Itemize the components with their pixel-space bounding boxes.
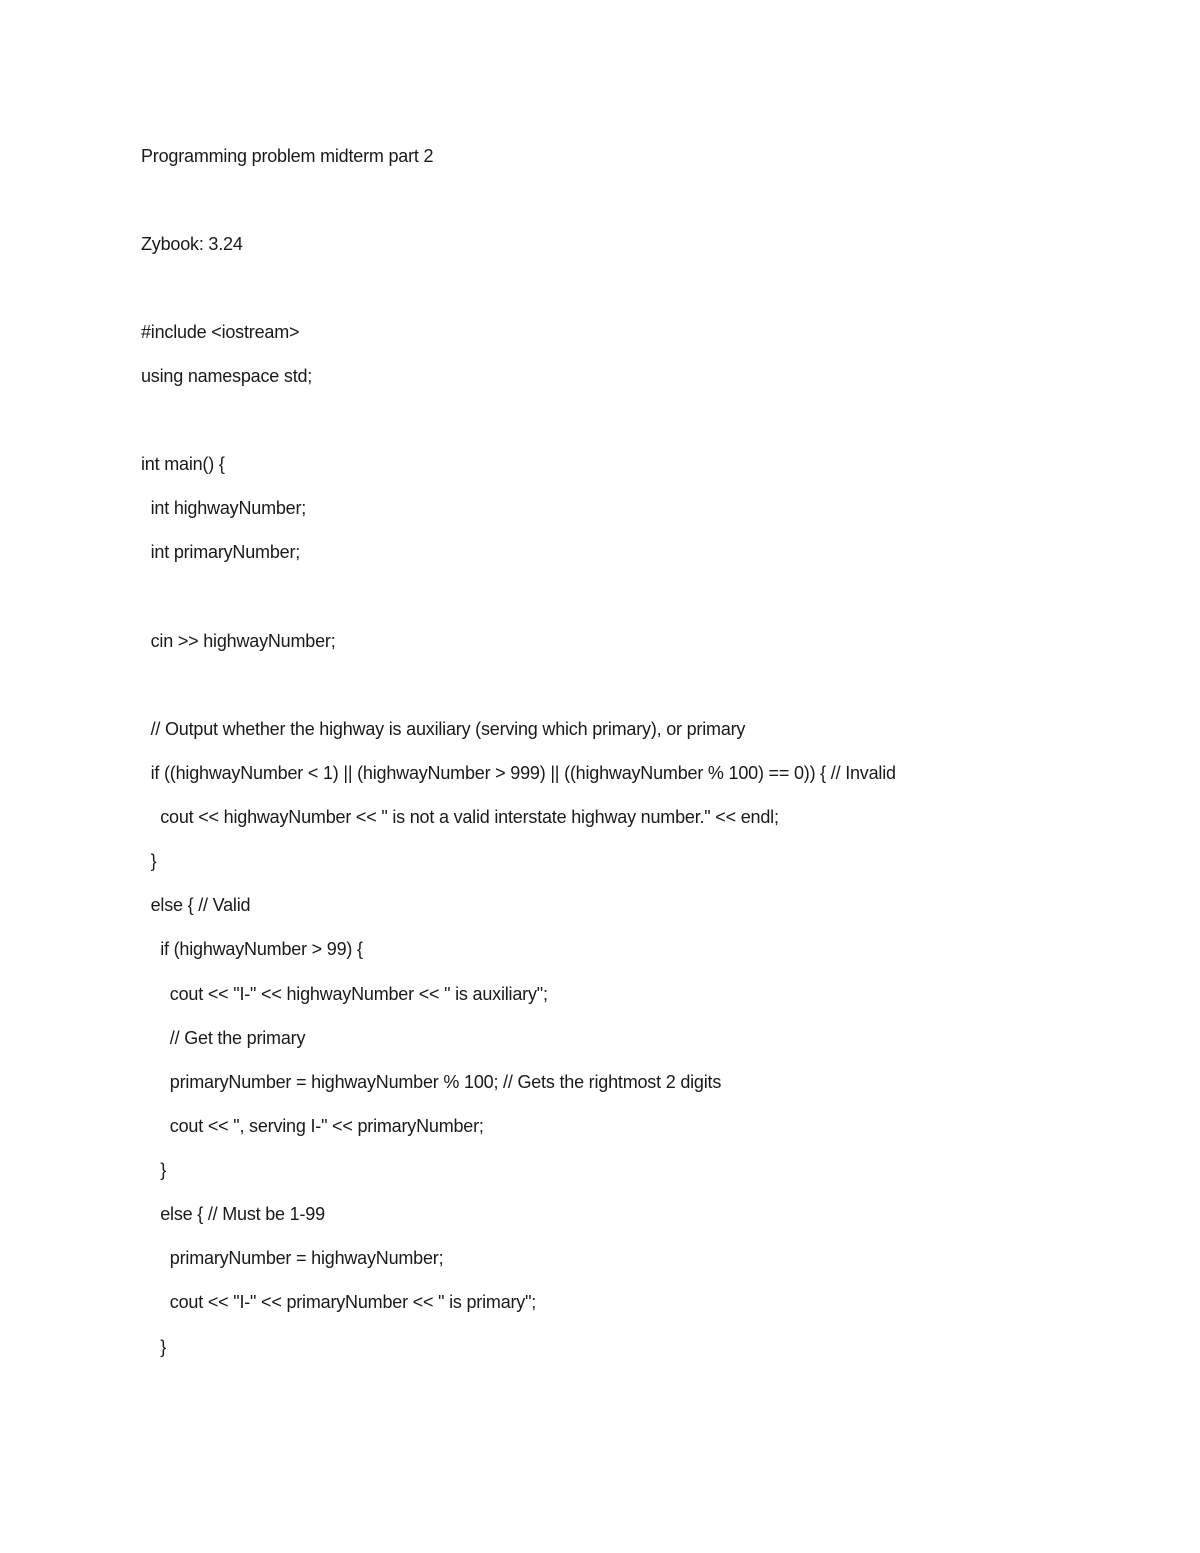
code-line: cout << "I-" << highwayNumber << " is auxiliary"; [141, 984, 548, 1004]
code-line: using namespace std; [141, 366, 313, 386]
code-line: // Get the primary [141, 1028, 306, 1048]
code-line: // Output whether the highway is auxiliary (serving which primary), or primary [141, 719, 746, 739]
code-line: else { // Must be 1-99 [141, 1204, 325, 1224]
code-line: cin >> highwayNumber; [141, 631, 336, 651]
code-line: cout << highwayNumber << " is not a valid interstate highway number." << endl; [141, 807, 779, 827]
code-line: } [141, 851, 157, 871]
code-line: primaryNumber = highwayNumber; [141, 1248, 444, 1268]
code-line: if ((highwayNumber < 1) || (highwayNumber > 999) || ((highwayNumber % 100) == 0)) { // Invalid [141, 763, 896, 783]
code-line: else { // Valid [141, 895, 251, 915]
document-title: Programming problem midterm part 2 [141, 146, 434, 166]
zybook-reference: Zybook: 3.24 [141, 234, 243, 254]
code-line: } [141, 1337, 167, 1357]
code-line: int main() { [141, 454, 225, 474]
code-line: cout << "I-" << primaryNumber << " is primary"; [141, 1292, 537, 1312]
code-line: if (highwayNumber > 99) { [141, 939, 363, 959]
code-line: int highwayNumber; [141, 498, 307, 518]
code-line: cout << ", serving I-" << primaryNumber; [141, 1116, 484, 1136]
code-line: } [141, 1160, 167, 1180]
code-line: int primaryNumber; [141, 542, 301, 562]
code-line: primaryNumber = highwayNumber % 100; // Gets the rightmost 2 digits [141, 1072, 722, 1092]
code-line: #include <iostream> [141, 322, 300, 342]
